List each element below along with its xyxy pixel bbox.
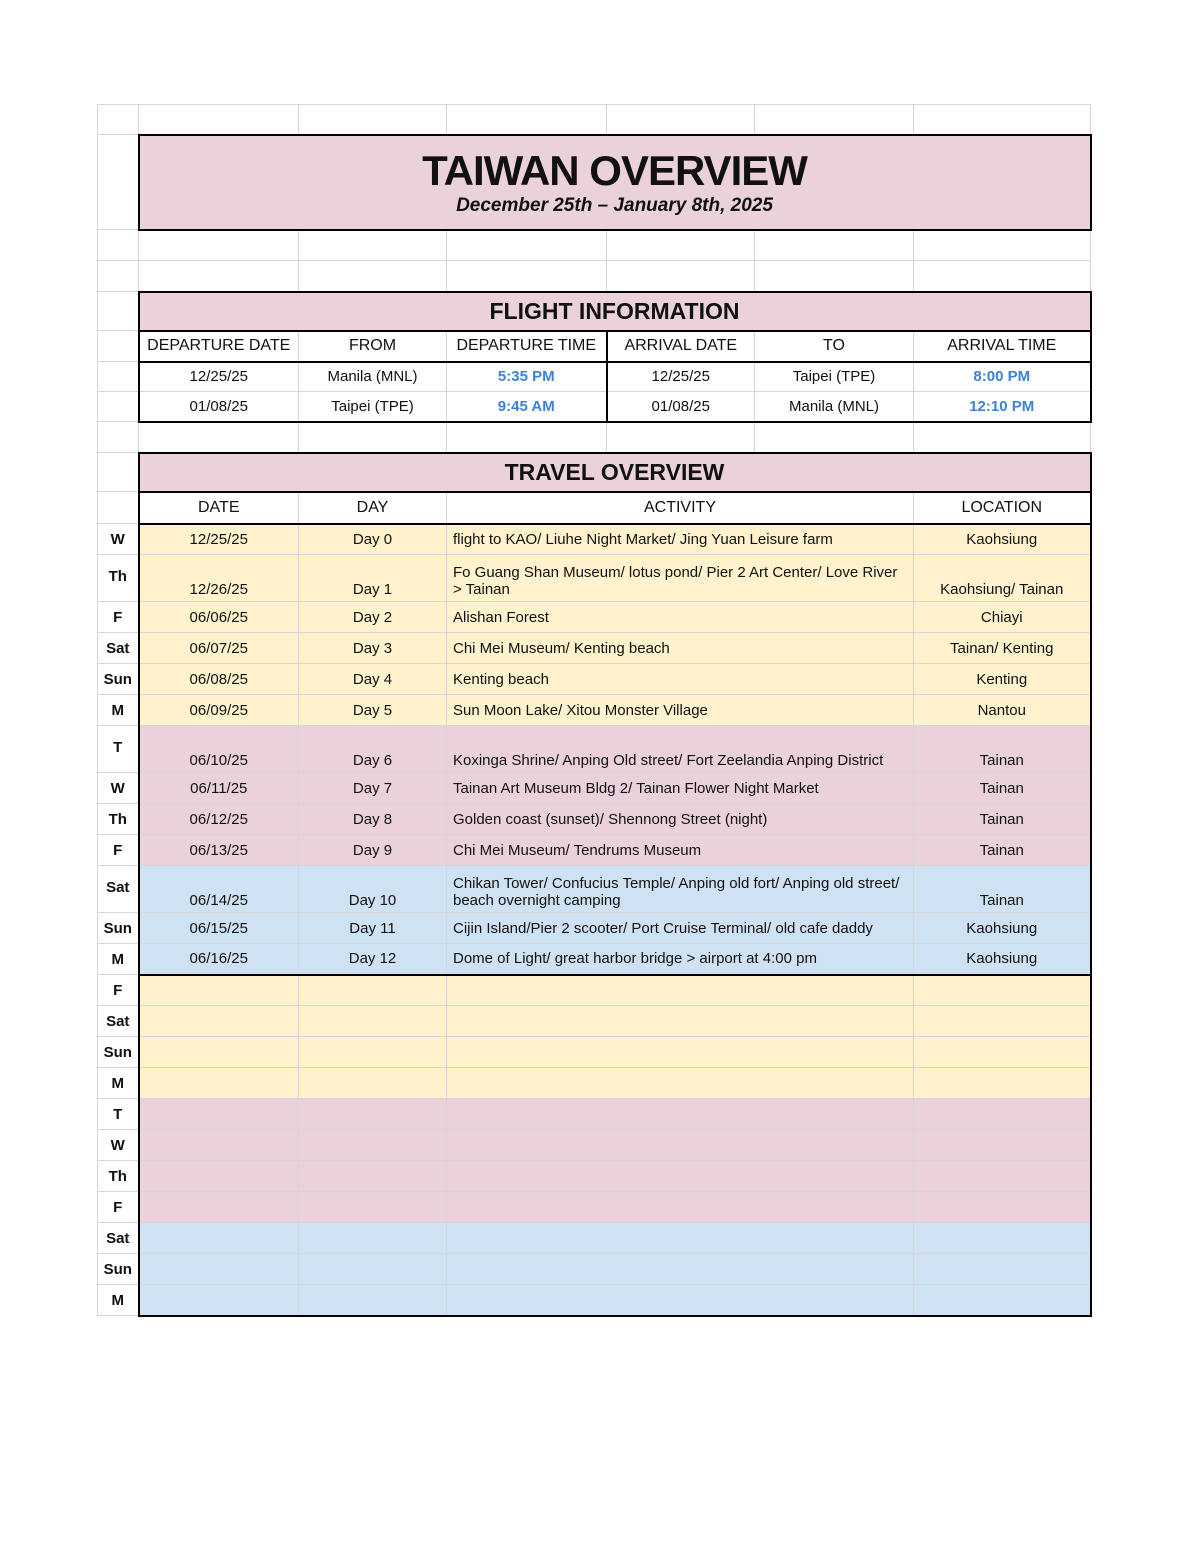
- weekday-label: Sun: [98, 1037, 139, 1068]
- location-cell: Kaohsiung: [914, 944, 1091, 975]
- day-cell: Day 12: [299, 944, 447, 975]
- itinerary-row: [98, 524, 1091, 555]
- location-cell: Tainan: [914, 726, 1091, 773]
- flight-column-header: ARRIVAL TIME: [914, 331, 1091, 362]
- weekday-label: Th: [98, 1161, 139, 1192]
- day-cell: Day 10: [299, 866, 447, 913]
- date-cell: 06/08/25: [139, 664, 299, 695]
- empty-row: [98, 1068, 1091, 1099]
- day-cell: Day 8: [299, 804, 447, 835]
- flight-heading: FLIGHT INFORMATION: [139, 292, 1091, 331]
- flight-cell: 12/25/25: [607, 362, 755, 392]
- day-cell: Day 2: [299, 602, 447, 633]
- empty-row: [98, 1006, 1091, 1037]
- empty-row: [98, 1285, 1091, 1316]
- flight-column-header: DEPARTURE DATE: [139, 331, 299, 362]
- empty-row: [98, 1223, 1091, 1254]
- itinerary-row: [98, 726, 1091, 773]
- empty-row: [98, 975, 1091, 1006]
- activity-cell: Cijin Island/Pier 2 scooter/ Port Cruise Terminal/ old cafe daddy: [447, 913, 914, 944]
- location-cell: Kaohsiung: [914, 913, 1091, 944]
- weekday-label: F: [98, 975, 139, 1006]
- itinerary-row: [98, 602, 1091, 633]
- flight-cell: Manila (MNL): [755, 392, 914, 422]
- location-cell: Tainan/ Kenting: [914, 633, 1091, 664]
- day-cell: Day 1: [299, 555, 447, 602]
- flight-row: [98, 362, 1091, 392]
- location-cell: Tainan: [914, 804, 1091, 835]
- weekday-label: M: [98, 1285, 139, 1316]
- activity-cell: Tainan Art Museum Bldg 2/ Tainan Flower Night Market: [447, 773, 914, 804]
- date-cell: 12/26/25: [139, 555, 299, 602]
- weekday-label: W: [98, 524, 139, 555]
- empty-row: [98, 1130, 1091, 1161]
- flight-cell: Taipei (TPE): [755, 362, 914, 392]
- date-cell: 06/06/25: [139, 602, 299, 633]
- itinerary-row: [98, 835, 1091, 866]
- date-range: December 25th – January 8th, 2025: [456, 195, 773, 216]
- weekday-label: F: [98, 1192, 139, 1223]
- date-cell: 06/14/25: [139, 866, 299, 913]
- date-cell: 06/07/25: [139, 633, 299, 664]
- weekday-label: T: [98, 726, 139, 773]
- day-cell: Day 7: [299, 773, 447, 804]
- flight-cell: 5:35 PM: [447, 362, 607, 392]
- activity-cell: flight to KAO/ Liuhe Night Market/ Jing Yuan Leisure farm: [447, 524, 914, 555]
- date-cell: 06/16/25: [139, 944, 299, 975]
- day-cell: Day 6: [299, 726, 447, 773]
- weekday-label: Sat: [98, 866, 139, 913]
- weekday-label: W: [98, 773, 139, 804]
- empty-row: [98, 1099, 1091, 1130]
- location-cell: Tainan: [914, 835, 1091, 866]
- weekday-label: Th: [98, 804, 139, 835]
- itinerary-row: [98, 944, 1091, 975]
- weekday-label: Sat: [98, 633, 139, 664]
- location-cell: Kaohsiung: [914, 524, 1091, 555]
- date-cell: 12/25/25: [139, 524, 299, 555]
- weekday-label: W: [98, 1130, 139, 1161]
- travel-column-header: LOCATION: [914, 492, 1091, 524]
- flight-column-header: TO: [755, 331, 914, 362]
- weekday-label: F: [98, 602, 139, 633]
- day-cell: Day 5: [299, 695, 447, 726]
- weekday-label: M: [98, 1068, 139, 1099]
- itinerary-row: [98, 804, 1091, 835]
- activity-cell: Fo Guang Shan Museum/ lotus pond/ Pier 2 Art Center/ Love River > Tainan: [447, 555, 914, 602]
- activity-cell: Kenting beach: [447, 664, 914, 695]
- day-cell: Day 11: [299, 913, 447, 944]
- travel-column-header: DAY: [299, 492, 447, 524]
- flight-cell: 12:10 PM: [914, 392, 1091, 422]
- empty-row: [98, 1254, 1091, 1285]
- empty-row: [98, 1037, 1091, 1068]
- weekday-label: Th: [98, 555, 139, 602]
- day-cell: Day 3: [299, 633, 447, 664]
- date-cell: 06/13/25: [139, 835, 299, 866]
- weekday-label: M: [98, 944, 139, 975]
- flight-cell: 01/08/25: [139, 392, 299, 422]
- flight-cell: 8:00 PM: [914, 362, 1091, 392]
- flight-cell: 9:45 AM: [447, 392, 607, 422]
- title-banner: [139, 135, 1091, 230]
- empty-row: [98, 1192, 1091, 1223]
- itinerary-row: [98, 555, 1091, 602]
- travel-heading: TRAVEL OVERVIEW: [139, 453, 1091, 492]
- flight-cell: 12/25/25: [139, 362, 299, 392]
- empty-row: [98, 1161, 1091, 1192]
- weekday-label: Sat: [98, 1223, 139, 1254]
- activity-cell: Chi Mei Museum/ Tendrums Museum: [447, 835, 914, 866]
- location-cell: Tainan: [914, 773, 1091, 804]
- itinerary-row: [98, 633, 1091, 664]
- itinerary-row: [98, 695, 1091, 726]
- day-cell: Day 4: [299, 664, 447, 695]
- flight-column-header: ARRIVAL DATE: [607, 331, 755, 362]
- flight-cell: Manila (MNL): [299, 362, 447, 392]
- itinerary-row: [98, 913, 1091, 944]
- activity-cell: Alishan Forest: [447, 602, 914, 633]
- weekday-label: Sun: [98, 664, 139, 695]
- weekday-label: T: [98, 1099, 139, 1130]
- location-cell: Tainan: [914, 866, 1091, 913]
- location-cell: Chiayi: [914, 602, 1091, 633]
- weekday-label: Sun: [98, 913, 139, 944]
- date-cell: 06/09/25: [139, 695, 299, 726]
- activity-cell: Sun Moon Lake/ Xitou Monster Village: [447, 695, 914, 726]
- activity-cell: Koxinga Shrine/ Anping Old street/ Fort Zeelandia Anping District: [447, 726, 914, 773]
- flight-row: [98, 392, 1091, 422]
- itinerary-row: [98, 866, 1091, 913]
- flight-column-header: FROM: [299, 331, 447, 362]
- flight-cell: 01/08/25: [607, 392, 755, 422]
- weekday-label: Sat: [98, 1006, 139, 1037]
- itinerary-sheet: [97, 104, 1092, 1317]
- activity-cell: Golden coast (sunset)/ Shennong Street (night): [447, 804, 914, 835]
- location-cell: Nantou: [914, 695, 1091, 726]
- activity-cell: Chikan Tower/ Confucius Temple/ Anping old fort/ Anping old street/ beach overnight camping: [447, 866, 914, 913]
- date-cell: 06/15/25: [139, 913, 299, 944]
- date-cell: 06/10/25: [139, 726, 299, 773]
- itinerary-row: [98, 773, 1091, 804]
- itinerary-row: [98, 664, 1091, 695]
- travel-column-header: DATE: [139, 492, 299, 524]
- flight-cell: Taipei (TPE): [299, 392, 447, 422]
- day-cell: Day 9: [299, 835, 447, 866]
- location-cell: Kaohsiung/ Tainan: [914, 555, 1091, 602]
- page-title: TAIWAN OVERVIEW: [422, 147, 807, 194]
- flight-column-header: DEPARTURE TIME: [447, 331, 607, 362]
- activity-cell: Chi Mei Museum/ Kenting beach: [447, 633, 914, 664]
- location-cell: Kenting: [914, 664, 1091, 695]
- travel-column-header: ACTIVITY: [447, 492, 914, 524]
- weekday-label: Sun: [98, 1254, 139, 1285]
- weekday-label: M: [98, 695, 139, 726]
- date-cell: 06/12/25: [139, 804, 299, 835]
- weekday-label: F: [98, 835, 139, 866]
- activity-cell: Dome of Light/ great harbor bridge > airport at 4:00 pm: [447, 944, 914, 975]
- date-cell: 06/11/25: [139, 773, 299, 804]
- day-cell: Day 0: [299, 524, 447, 555]
